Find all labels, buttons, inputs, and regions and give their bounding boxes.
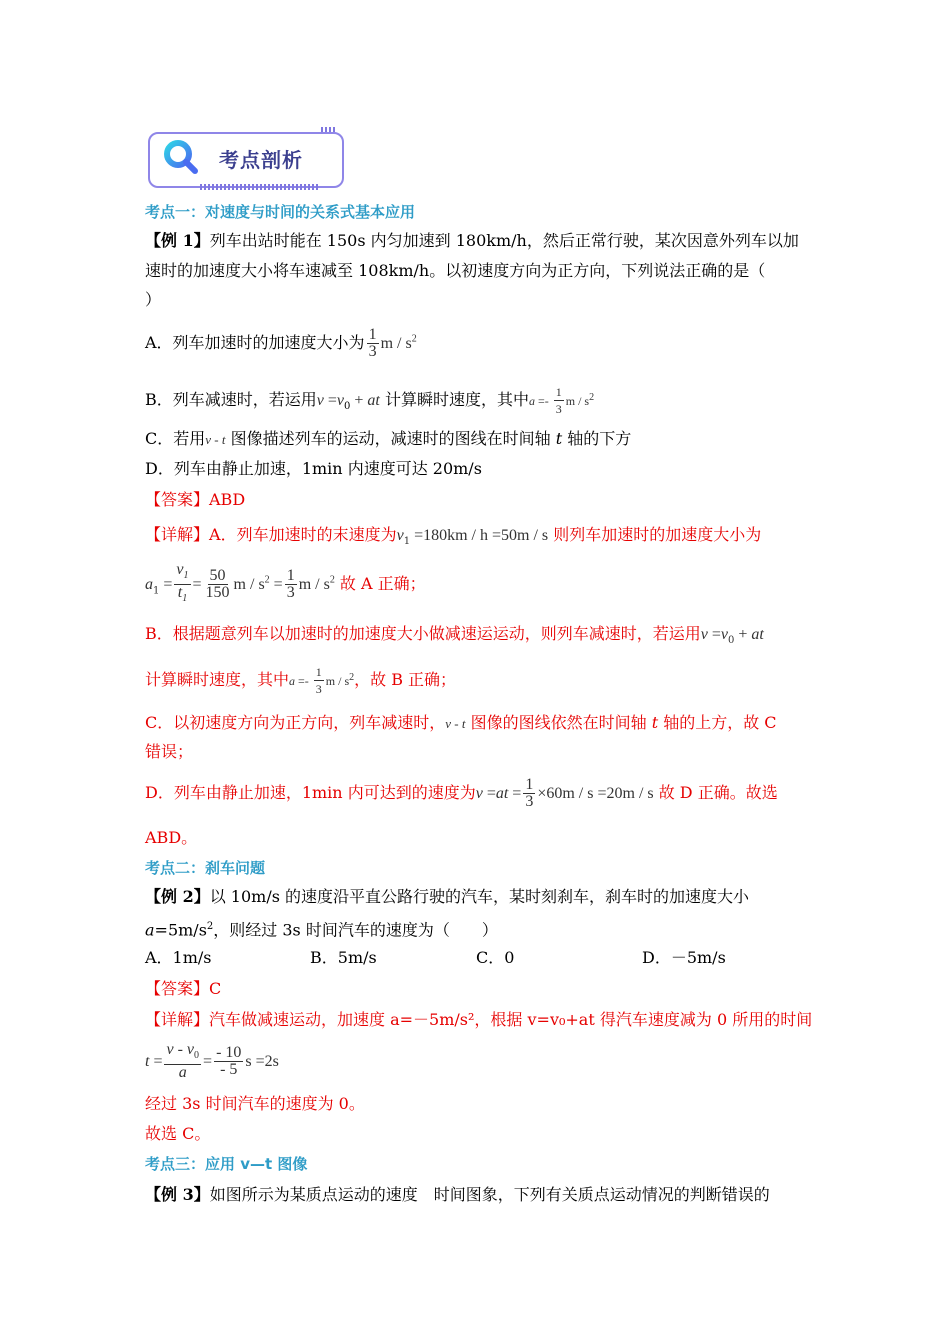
ex1-detail-d: D．列车由静止加速，1min 内可达到的速度为v =at = $\frac{1}{3}$ ×60m / s =20m / s 故 D 正确。故选 (145, 776, 778, 810)
detail-a-text3: 故 A 正确； (339, 574, 426, 594)
ex1-detail-a: 【详解】A．列车加速时的末速度为$v_1 =180km / h =50m / s$ 则列车加速时的加速度大小为 (145, 525, 762, 548)
option-b-text: B．列车减速时，若运用 (145, 390, 317, 409)
ex2-question-line2: $a=5m/s^2$，则经过 3s 时间汽车的速度为（ ） (145, 920, 498, 940)
section-badge (145, 127, 343, 189)
detail-c-text: C．以初速度方向为正方向，列车减速时， (145, 713, 446, 732)
formula: v (316, 392, 324, 409)
ex2-option-b: B．5m/s (310, 948, 377, 967)
ex2-detail-line1 (145, 1009, 812, 1031)
ex1-detail-d2: ABD。 (145, 828, 198, 847)
ex2-option-a: A．1m/s (145, 948, 212, 967)
ex1-detail-b2: 计算瞬时速度，其中a =- $\frac{1}{3}$ m / $s^2$，故 B 正确； (145, 665, 457, 696)
detail-b-text2: 计算瞬时速度，其中 (145, 670, 290, 689)
detail-a-text: A．列车加速时的末速度为 (209, 525, 397, 544)
ex1-question-line1 (145, 230, 799, 252)
detail-tag: 【详解】 (145, 525, 210, 544)
option-a-text: A．列车加速时的加速度大小为 (145, 333, 365, 352)
ex1-detail-b1: B．根据题意列车以加速时的加速度大小做减速运运动，则列车减速时，若运用$v =v_0$ + at (145, 624, 764, 647)
ex1-detail-a-formula: $a_1$ = $\frac{v_1}{t_1}$ = $\frac{50}{150}$ m / $s^2$ = $\frac{1}{3}$ m / $s^2$ 故 A 正确； (145, 561, 426, 605)
detail-c-text3: 轴的上方，故 C (663, 713, 777, 732)
ex2-detail-line2: 经过 3s 时间汽车的速度为 0。 (145, 1094, 365, 1113)
detail-b-text: B．根据题意列车以加速时的加速度大小做减速运运动，则列车减速时，若运用 (145, 624, 701, 643)
ex1-option-a (145, 327, 417, 360)
detail-c-text2: 图像的图线依然在时间轴 (470, 713, 647, 732)
ex2-var-a: a (145, 920, 155, 940)
ex1-q3: ） (145, 290, 162, 309)
ex1-q1: 列车出站时能在 150s 内匀加速到 180km/h，然后正常行驶，某次因意外列车以加 (209, 231, 799, 250)
ex3-q1: 如图所示为某质点运动的速度 时间图象，下列有关质点运动情况的判断错误的 (209, 1185, 770, 1204)
detail-b-text3: ，故 B 正确； (354, 670, 457, 689)
ex1-detail-c2: 错误； (145, 742, 194, 761)
option-c-text3: 轴的下方 (567, 429, 632, 448)
ex2-tag: 【例 2】 (145, 887, 210, 906)
magnifier-icon (163, 139, 199, 175)
badge-title: 考点剖析 (219, 148, 303, 172)
detail-d-text2: 故 D 正确。故选 (658, 783, 778, 802)
ex2-option-c: C．0 (476, 948, 515, 967)
ex3-question-line1 (145, 1184, 770, 1206)
option-b-text2: 计算瞬时速度，其中 (384, 390, 529, 409)
section3-title: 考点三：应用 v—t 图像 (145, 1155, 308, 1173)
ex1-option-c: C．若用v - t 图像描述列车的运动，减速时的图线在时间轴 t 轴的下方 (145, 429, 632, 448)
badge-decoration (200, 184, 320, 190)
detail-d-text: D．列车由静止加速，1min 内可达到的速度为 (145, 783, 476, 802)
detail-a-text2: 则列车加速时的加速度大小为 (553, 525, 762, 544)
ex3-tag: 【例 3】 (145, 1185, 210, 1204)
detail-tag: 【详解】 (145, 1010, 210, 1029)
ex1-answer: 【答案】ABD (145, 490, 246, 509)
fraction: $\frac{1}{3}$ (555, 385, 562, 416)
ex1-option-d: D．列车由静止加速，1min 内速度可达 20m/s (145, 459, 482, 478)
fraction: $\frac{1}{3}$ (368, 326, 377, 360)
ex2-question-line1 (145, 886, 749, 908)
ex2-answer: 【答案】C (145, 979, 222, 998)
ex2-detail-text: 汽车做减速运动，加速度 a=－5m/s²，根据 v=v₀+at 得汽车速度减为 0 所用的时间 (209, 1010, 813, 1029)
ex1-option-b: B．列车减速时，若运用$v =v_0$ + at 计算瞬时速度，其中a =- $\frac{1}{3}$ m / $s^2$ (145, 385, 595, 416)
section2-title: 考点二：刹车问题 (145, 859, 266, 877)
unit: m / $s^2$ (380, 333, 417, 352)
ex1-detail-c1: C．以初速度方向为正方向，列车减速时，v - t 图像的图线依然在时间轴 t 轴的上方，故 C (145, 713, 777, 732)
option-c-text2: 图像描述列车的运动，减速时的图线在时间轴 (230, 429, 551, 448)
ex1-q2: 速时的加速度大小将车速减至 108km/h。以初速度方向为正方向，下列说法正确的是（ (145, 261, 766, 280)
ex2-detail-formula: t = $\frac{v - v_0}{a}$ = $\frac{- 10}{- 5}$ s =2s (145, 1041, 279, 1082)
ex2-option-d: D．－5m/s (642, 948, 726, 967)
option-c-text: C．若用 (145, 429, 206, 448)
section1-title: 考点一：对速度与时间的关系式基本应用 (145, 203, 416, 221)
ex1-tag: 【例 1】 (145, 231, 210, 250)
ex2-value: =5m/s (154, 920, 207, 940)
ex2-q1: 以 10m/s 的速度沿平直公路行驶的汽车，某时刻刹车，刹车时的加速度大小 (209, 887, 750, 906)
ex2-detail-line3: 故选 C。 (145, 1124, 211, 1143)
ex2-q2: ，则经过 3s 时间汽车的速度为（ ） (213, 920, 498, 940)
